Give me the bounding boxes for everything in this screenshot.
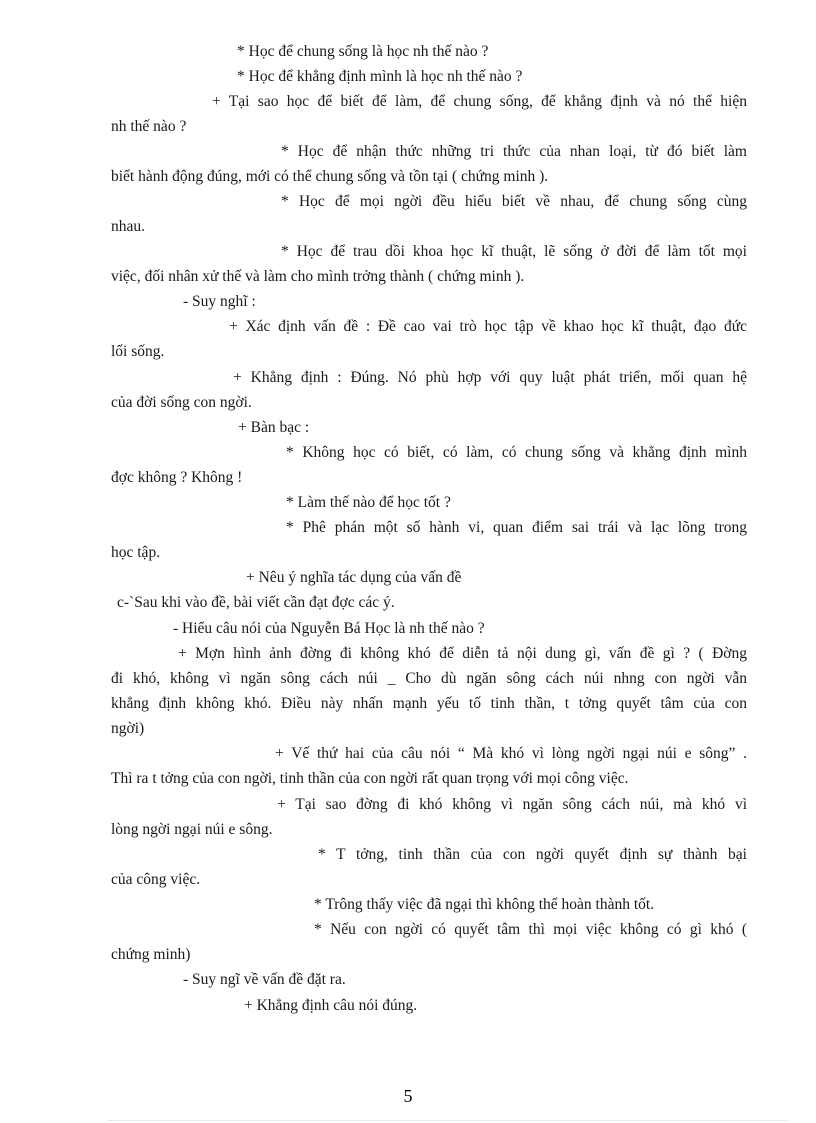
text-line: của đời sống con ngời. [111, 394, 252, 411]
text-line: lối sống. [111, 343, 165, 360]
text-line: đợc không ? Không ! [111, 469, 243, 486]
text-line: + Tại sao đờng đi khó không vì ngăn sông cách núi, mà khó vì [277, 796, 747, 813]
text-line: đi khó, không vì ngăn sông cách núi _ Cho dù ngăn sông cách núi nhng con ngời vẫn [111, 670, 747, 687]
text-line: nhau. [111, 218, 146, 235]
text-line: + Vế thứ hai của câu nói “ Mà khó vì lòng ngời ngại núi e sông” . [275, 745, 747, 762]
text-line: chứng minh) [111, 946, 191, 963]
text-line: + Mợn hình ảnh đờng đi không khó để diễn tả nội dung gì, vấn đề gì ? ( Đờng [178, 645, 747, 662]
text-line: * T tởng, tinh thần của con ngời quyết định sự thành bại [318, 846, 747, 863]
text-line: + Nêu ý nghĩa tác dụng của vấn đề [246, 569, 462, 586]
text-line: lòng ngời ngại núi e sông. [111, 821, 273, 838]
page-number: 5 [403, 1086, 413, 1106]
text-line: c-`Sau khi vào đề, bài viết cần đạt đợc các ý. [117, 594, 395, 611]
text-line: nh thế nào ? [111, 118, 187, 135]
text-line: * Không học có biết, có làm, có chung sống và khẳng định mình [286, 444, 747, 461]
text-line: ngời) [111, 720, 145, 737]
text-line: - Suy ngĩ về vấn đề đặt ra. [183, 971, 346, 988]
text-line: + Khẳng định câu nói đúng. [244, 997, 418, 1014]
text-line: * Trông thấy việc đã ngại thì không thể hoàn thành tốt. [314, 896, 655, 913]
text-line: + Khẳng định : Đúng. Nó phù hợp với quy luật phát triển, mối quan hệ [233, 369, 747, 386]
text-line: Thì ra t tởng của con ngời, tinh thần của con ngời rất quan trọng với mọi công việc. [111, 770, 629, 787]
text-line: * Học để trau dồi khoa học kĩ thuật, lẽ sống ở đời để làm tốt mọi [281, 243, 747, 260]
text-line: - Suy nghĩ : [183, 293, 256, 310]
text-line: của công việc. [111, 871, 201, 888]
text-line: + Tại sao học để biết để làm, để chung sống, để khẳng định và nó thể hiện [212, 93, 747, 110]
text-line: * Học để chung sống là học nh thế nào ? [237, 43, 489, 60]
text-line: * Học để khẳng định mình là học nh thế nào ? [237, 68, 523, 85]
text-line: + Bàn bạc : [238, 419, 310, 436]
text-line: khẳng định không khó. Điều này nhấn mạnh yếu tố tinh thần, t tởng quyết tâm của con [111, 695, 747, 712]
text-line: + Xác định vấn đề : Đề cao vai trò học tập về khao học kĩ thuật, đạo đức [229, 318, 747, 335]
text-line: học tập. [111, 544, 161, 561]
text-line: * Nếu con ngời có quyết tâm thì mọi việc không có gì khó ( [314, 921, 747, 938]
text-line: * Phê phán một số hành vi, quan điểm sai trái và lạc lõng trong [286, 519, 747, 536]
text-line: - Hiểu câu nói của Nguyễn Bá Học là nh thế nào ? [173, 620, 485, 637]
text-line: * Học để mọi ngời đều hiểu biết về nhau, để chung sống cùng [281, 193, 747, 210]
text-line: biết hành động đúng, mới có thể chung sống và tồn tại ( chứng minh ). [111, 168, 549, 185]
text-line: việc, đối nhân xử thế và làm cho mình trởng thành ( chứng minh ). [111, 268, 525, 285]
text-line: * Làm thế nào để học tốt ? [286, 494, 451, 511]
text-line: * Học để nhận thức những tri thức của nhan loại, từ đó biết làm [281, 143, 747, 160]
footer-divider [108, 1120, 788, 1121]
